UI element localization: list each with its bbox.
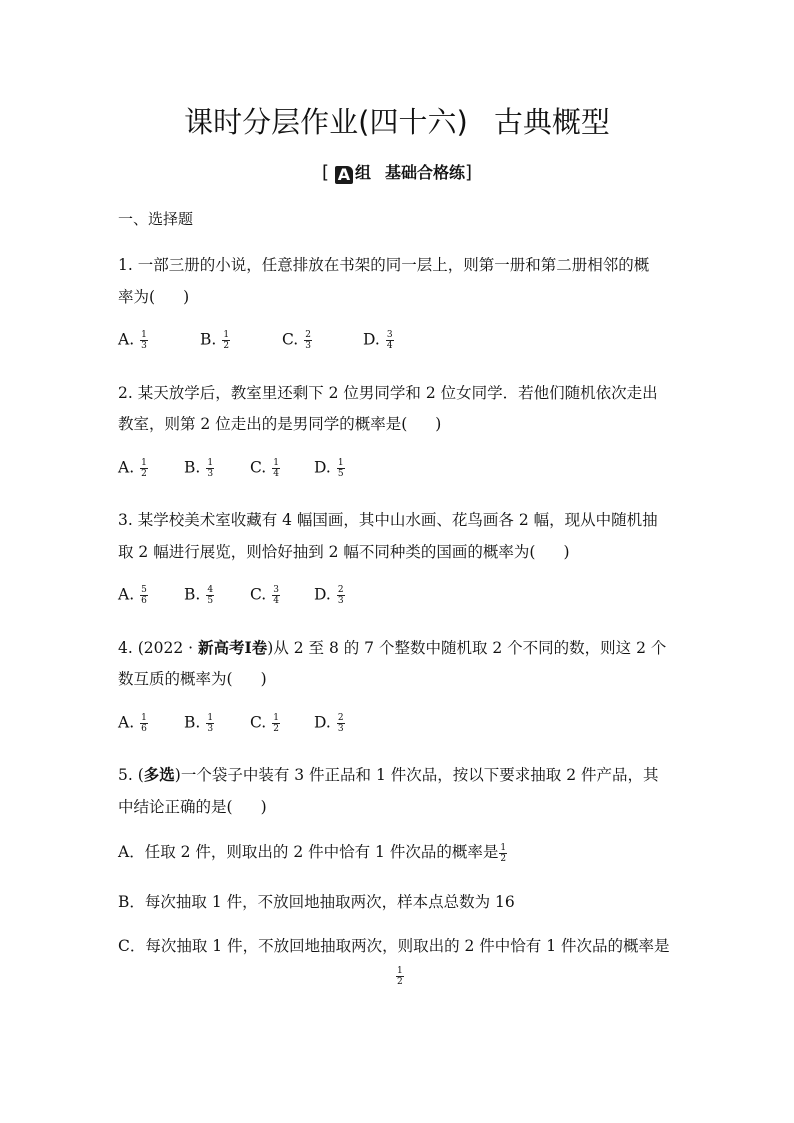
option-label: D. <box>363 330 380 349</box>
q1-line2 <box>118 285 189 307</box>
q2-option-c <box>250 458 280 479</box>
q5-stem: )一个袋子中装有 3 件正品和 1 件次品，按以下要求抽取 2 件产品，其 <box>174 766 659 784</box>
q3-option-a <box>118 585 148 606</box>
q5-option-c-fraction <box>390 966 404 987</box>
q1-option-d <box>363 330 394 351</box>
denominator: 2 <box>273 724 279 734</box>
q3-option-b <box>184 585 214 606</box>
option-label: D. <box>314 458 331 477</box>
bracket-close: ] <box>465 162 473 183</box>
group-name: 组 <box>354 163 371 182</box>
numerator: 2 <box>337 713 344 723</box>
denominator: 2 <box>141 469 147 479</box>
q4-stem-end: 数互质的概率为( <box>118 670 233 688</box>
numerator: 4 <box>207 585 214 595</box>
option-label: A. <box>118 713 135 732</box>
fraction <box>206 585 214 606</box>
q1-option-a <box>118 330 148 351</box>
fraction <box>140 458 148 479</box>
q5-option-a-text: A．任取 2 件，则取出的 2 件中恰有 1 件次品的概率是 <box>118 843 499 861</box>
bracket-open: [ <box>321 162 329 183</box>
denominator: 4 <box>273 596 279 606</box>
q5-option-a <box>118 840 507 864</box>
q4-paren-close: ) <box>260 670 267 688</box>
numerator: 1 <box>337 458 344 468</box>
q3-line1: 3. 某学校美术室收藏有 4 幅国画，其中山水画、花鸟画各 2 幅，现从中随机抽 <box>118 511 658 529</box>
numerator: 1 <box>397 966 403 976</box>
option-label: A. <box>118 458 135 477</box>
q2-option-b <box>184 458 214 479</box>
fraction <box>386 330 394 351</box>
q4-line2 <box>118 667 267 689</box>
option-label: A. <box>118 330 135 349</box>
numerator: 1 <box>141 713 147 723</box>
denominator: 5 <box>207 596 214 606</box>
denominator: 6 <box>141 724 147 734</box>
fraction <box>337 458 345 479</box>
fraction <box>499 843 507 864</box>
denominator: 2 <box>500 853 507 864</box>
fraction <box>337 585 345 606</box>
q2-line2 <box>118 412 441 434</box>
denominator: 5 <box>337 469 344 479</box>
numerator: 1 <box>207 458 214 468</box>
q1-option-c <box>282 330 312 351</box>
denominator: 4 <box>386 341 393 351</box>
option-label: B. <box>184 585 201 604</box>
group-label: 基础合格练 <box>385 163 466 182</box>
q5-option-b: B．每次抽取 1 件，不放回地抽取两次，样本点总数为 16 <box>118 893 515 911</box>
denominator: 3 <box>207 469 214 479</box>
q3-paren-close: ) <box>563 543 570 561</box>
q1-option-b <box>200 330 230 351</box>
option-label: C. <box>250 585 267 604</box>
group-letter-badge: A <box>335 166 353 184</box>
q5-tag: 多选 <box>143 765 175 784</box>
denominator: 2 <box>223 341 230 351</box>
q3-line2 <box>118 540 570 562</box>
numerator: 3 <box>273 585 279 595</box>
fraction <box>140 713 148 734</box>
fraction <box>140 330 148 351</box>
numerator: 1 <box>207 713 214 723</box>
denominator: 3 <box>337 596 344 606</box>
q3-stem-end: 取 2 幅进行展览，则恰好抽到 2 幅不同种类的国画的概率为( <box>118 543 536 561</box>
q5-line2 <box>118 795 267 817</box>
numerator: 2 <box>305 330 311 340</box>
q5-prefix: 5. ( <box>118 766 144 784</box>
q2-paren-close: ) <box>435 415 442 433</box>
numerator: 3 <box>386 330 393 340</box>
fraction <box>396 966 404 987</box>
q4-prefix: 4. (2022 · <box>118 639 198 657</box>
q4-option-c <box>250 713 280 734</box>
q1-paren-close: ) <box>183 288 190 306</box>
numerator: 1 <box>141 330 147 340</box>
numerator: 1 <box>273 713 279 723</box>
fraction <box>272 713 280 734</box>
denominator: 2 <box>397 977 403 987</box>
denominator: 3 <box>141 341 147 351</box>
denominator: 6 <box>141 596 147 606</box>
fraction <box>206 713 214 734</box>
q5-option-c: C．每次抽取 1 件，不放回地抽取两次，则取出的 2 件中恰有 1 件次品的概率是 <box>118 937 670 955</box>
fraction <box>206 458 214 479</box>
title-main: 课时分层作业(四十六) <box>184 105 468 139</box>
numerator: 1 <box>273 458 279 468</box>
q5-paren-close: ) <box>260 798 267 816</box>
numerator: 1 <box>141 458 147 468</box>
numerator: 5 <box>141 585 147 595</box>
page-title <box>0 100 794 141</box>
numerator: 1 <box>223 330 230 340</box>
option-label: D. <box>314 585 331 604</box>
denominator: 3 <box>337 724 344 734</box>
q4-option-d <box>314 713 345 734</box>
option-label: B. <box>184 713 201 732</box>
fraction <box>272 585 280 606</box>
option-label: C. <box>250 458 267 477</box>
q3-option-d <box>314 585 345 606</box>
q5-stem-end: 中结论正确的是( <box>118 798 233 816</box>
q1-line1: 1. 一部三册的小说，任意排放在书架的同一层上，则第一册和第二册相邻的概 <box>118 256 650 274</box>
option-label: C. <box>282 330 299 349</box>
fraction <box>304 330 312 351</box>
numerator: 2 <box>337 585 344 595</box>
option-label: B. <box>184 458 201 477</box>
numerator: 1 <box>500 842 507 853</box>
option-label: A. <box>118 585 135 604</box>
section-heading: 一、选择题 <box>118 210 194 228</box>
denominator: 3 <box>207 724 214 734</box>
q2-line1: 2. 某天放学后，教室里还剩下 2 位男同学和 2 位女同学．若他们随机依次走出 <box>118 384 658 402</box>
option-label: D. <box>314 713 331 732</box>
fraction <box>337 713 345 734</box>
option-label: C. <box>250 713 267 732</box>
q4-stem: )从 2 至 8 的 7 个整数中随机取 2 个不同的数，则这 2 个 <box>267 639 667 657</box>
q4-option-a <box>118 713 148 734</box>
title-topic: 古典概型 <box>493 105 610 139</box>
group-header <box>0 160 794 184</box>
q2-option-a <box>118 458 148 479</box>
denominator: 3 <box>305 341 311 351</box>
fraction <box>222 330 230 351</box>
fraction <box>272 458 280 479</box>
q5-line1 <box>118 763 658 785</box>
denominator: 4 <box>273 469 279 479</box>
q2-option-d <box>314 458 345 479</box>
option-label: B. <box>200 330 217 349</box>
q3-option-c <box>250 585 280 606</box>
q4-line1 <box>118 636 666 658</box>
fraction <box>140 585 148 606</box>
q2-stem-end: 教室，则第 2 位走出的是男同学的概率是( <box>118 415 408 433</box>
q1-stem-end: 率为( <box>118 288 156 306</box>
q4-option-b <box>184 713 214 734</box>
q4-source: 新高考Ⅰ卷 <box>198 638 268 657</box>
